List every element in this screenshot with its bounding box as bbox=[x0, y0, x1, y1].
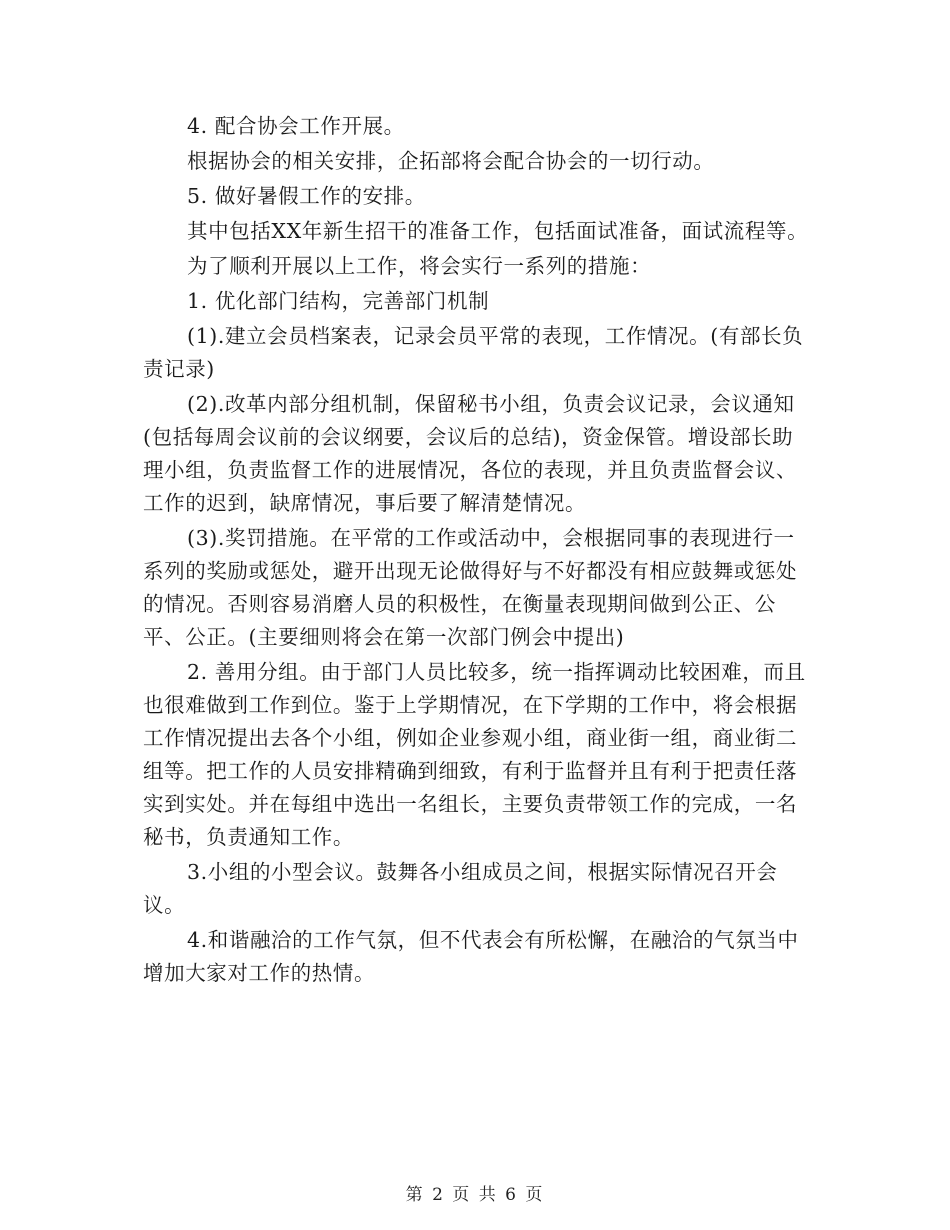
page-number-footer: 第 2 页 共 6 页 bbox=[405, 1185, 545, 1205]
paragraph-measure-4: 4.和谐融洽的工作气氛，但不代表会有所松懈，在融洽的气氛当中增加大家对工作的热情。 bbox=[143, 928, 799, 985]
paragraph-association-cooperation: 根据协会的相关安排，企拓部将会配合协会的一切行动。 bbox=[187, 149, 715, 173]
paragraph-measure-1-2: (2).改革内部分组机制，保留秘书小组，负责会议记录，会议通知(包括每周会议前的会议纲要，会议后的总结)，资金保管。增设部长助理小组，负责监督工作的进展情况，各位的表现，并且负责监督会议、工作的迟到，缺席情况，事后要了解清楚情况。 bbox=[143, 392, 798, 515]
paragraph-measure-1-heading: 1. 优化部门结构，完善部门机制 bbox=[187, 289, 490, 313]
paragraph-measure-3: 3.小组的小型会议。鼓舞各小组成员之间，根据实际情况召开会议。 bbox=[143, 860, 778, 917]
paragraph-measure-2: 2. 善用分组。由于部门人员比较多，统一指挥调动比较困难，而且也很难做到工作到位。鉴于上学期情况，在下学期的工作中，将会根据工作情况提出去各个小组，例如企业参观小组，商业街一组，商业街二组等。把工作的人员安排精确到细致，有利于监督并且有利于把责任落实到实处。并在每组中选出一名组长，主要负责带领工作的完成，一名秘书，负责通知工作。 bbox=[143, 660, 806, 849]
paragraph-recruitment-prep: 其中包括XX年新生招干的准备工作，包括面试准备，面试流程等。 bbox=[187, 219, 809, 243]
paragraph-measures-intro: 为了顺利开展以上工作，将会实行一系列的措施： bbox=[187, 254, 652, 278]
document-body bbox=[143, 110, 813, 992]
paragraph-measure-1-3: (3).奖罚措施。在平常的工作或活动中，会根据同事的表现进行一系列的奖励或惩处，避开出现无论做得好与不好都没有相应鼓舞或惩处的情况。否则容易消磨人员的积极性，在衡量表现期间做到公正、公平、公正。(主要细则将会在第一次部门例会中提出) bbox=[143, 526, 798, 649]
paragraph-item-4-heading: 4. 配合协会工作开展。 bbox=[187, 114, 405, 138]
paragraph-item-5-heading: 5. 做好暑假工作的安排。 bbox=[187, 184, 426, 208]
paragraph-measure-1-1: (1).建立会员档案表，记录会员平常的表现，工作情况。(有部长负责记录) bbox=[143, 324, 804, 381]
